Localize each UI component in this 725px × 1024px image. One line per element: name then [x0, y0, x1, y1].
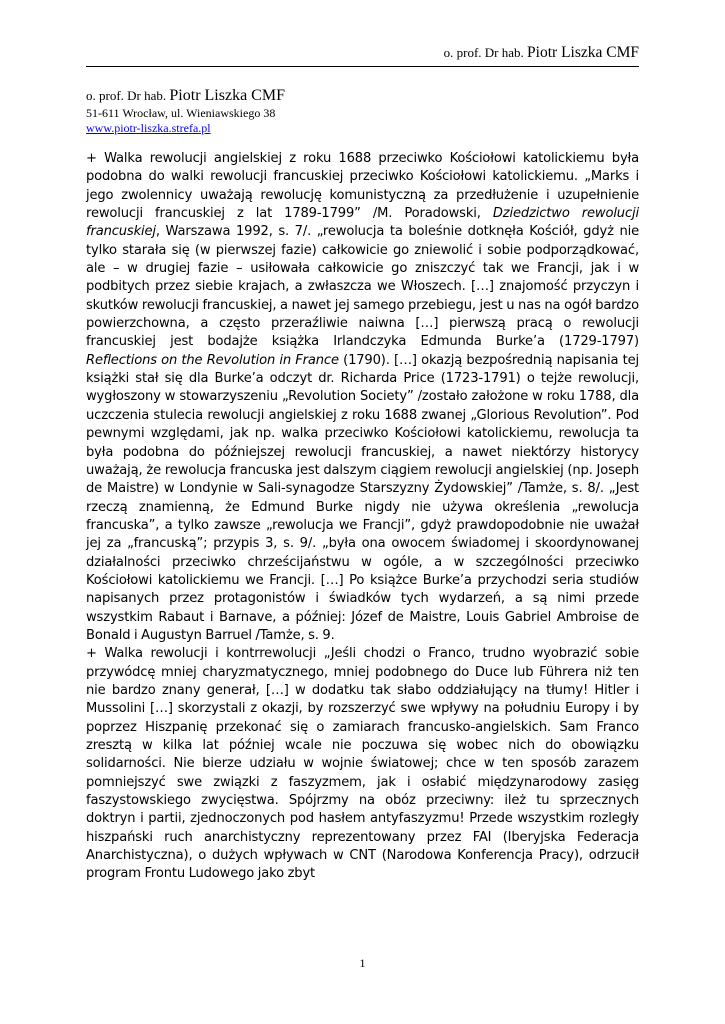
paragraph-text: , Warszawa 1992, s. 7/. „rewolucja ta boleśnie dotknęła Kościół, gdyż nie tylko starała się (w pierwszej fazie) całkowicie go zniewolić i sobie podporządkować, ale – w drugiej fazie – usiłowała całkowicie go zniszczyć tak we Francji, jak i w podbitych przez siebie krajach, a zwłaszcza we Włoszech. […] znajomość przyczyn i skutków rewolucji francuskiej, a nawet jej samego przebiegu, jest u nas na ogół bardzo powierzchowna, a często przeraźliwie naiwna […] pierwszą pracą o rewolucji francuskiej jest bodajże książka Irlandczyka Edmunda Burke’a (1729-1797) — [86, 224, 639, 350]
paragraph-counterrevolution — [86, 645, 639, 883]
paragraph-text: + Walka rewolucji angielskiej z roku 1688 przeciwko Kościołowi katolickiemu była podobna do walki rewolucji francuskiej przeciwko Kościołowi katolickiemu. „Marks i jego zwolennicy uważają rewolucję komunistyczną za przedłużenie i uzupełnienie rewolucji francuskiej z lat 1789-1799” /M. Poradowski, — [86, 151, 639, 222]
book-title: Dziedzictwo rewolucji francuskiej — [86, 206, 639, 240]
author-name: Piotr Liszka CMF — [169, 87, 285, 104]
running-header-name: Piotr Liszka CMF — [527, 44, 639, 61]
paragraph-text: + Walka rewolucji i kontrrewolucji „Jeśli chodzi o Franco, trudno wyobrazić sobie przywódcę mniej charyzmatycznego, mniej podobnego do Duce lub Führera niż ten nie bardzo znany generał, […] w dodatku tak słabo oddziałujący na tłumy! Hitler i Mussolini […] skorzystali z okazji, by rozszerzyć swe wpływy na południu Europy i by poprzez Hiszpanię przekonać się o zamiarach francusko-angielskich. Sam Franco zresztą w kilka lat później wcale nie poczuwa się wobec nich do obowiązku solidarności. Nie bierze udziału w wojnie światowej; chce w ten sposób zarazem pomniejszyć swe związki z faszyzmem, jak i osłabić międzynarodowy zasięg faszystowskiego zwycięstwa. Spójrzmy na obóz przeciwny: ileż tu sprzecznych doktryn i partii, zjednoczonych pod hasłem antyfaszyzmu! Przede wszystkim rozległy hiszpański ruch anarchistyczny reprezentowany przez FAI (Iberyjska Federacja Anarchistyczna), o dużych wpływach w CNT (Narodowa Konferencja Pracy), odrzucił program Frontu Ludowego jako zbyt — [86, 646, 639, 882]
book-title: Reflections on the Revolution in France — [86, 352, 339, 368]
header-rule — [86, 66, 639, 67]
body-text — [86, 150, 639, 884]
running-header-prefix: o. prof. Dr hab. — [443, 45, 524, 60]
paragraph-english-revolution — [86, 150, 639, 645]
author-prefix: o. prof. Dr hab. — [86, 88, 167, 103]
author-block — [86, 86, 285, 135]
author-address: 51-611 Wrocław, ul. Wieniawskiego 38 — [86, 106, 276, 121]
page-number: 1 — [359, 956, 366, 970]
author-website-link[interactable]: www.piotr-liszka.strefa.pl — [86, 120, 211, 135]
running-header — [444, 44, 639, 62]
paragraph-text: (1790). […] okazją bezpośrednią napisania tej książki stał się dla Burke’a odczyt dr. Richarda Price (1723-1791) o tejże rewolucji, wygłoszony w stowarzyszeniu „Revolution Society” /zostało założone w roku 1788, dla uczczenia stulecia rewolucji angielskiej z roku 1688 zwanej „Glorious Revolution”. Pod pewnymi względami, jak np. walka przeciwko Kościołowi katolickiemu, rewolucja ta była podobna do późniejszej rewolucji francuskiej, a nawet niektórzy historycy uważają, że rewolucja francuska jest dalszym ciągiem rewolucji angielskiej (np. Joseph de Maistre) w Londynie w Sali-synagodze Starszyzny Żydowskiej” /Tamże, s. 8/. „Jest rzeczą znamienną, że Edmund Burke nigdy nie używa określenia „rewolucja francuska”, a tylko zawsze „rewolucja we Francji”, gdyż prawdopodobnie nie uważał jej za „francuską”; przypis 3, s. 9/. „była ona owocem świadomej i skoordynowanej działalności przeciwko chrześcijaństwu w ogóle, a w szczególności przeciwko Kościołowi katolickiemu we Francji. […] Po książce Burke’a przychodzi seria studiów napisanych przez protagonistów i świadków tych wydarzeń, a są nimi przede wszystkim Rabaut i Barnave, a później: Józef de Maistre, Louis Gabriel Ambroise de Bonald i Augustyn Barruel /Tamże, s. 9. — [86, 352, 639, 643]
